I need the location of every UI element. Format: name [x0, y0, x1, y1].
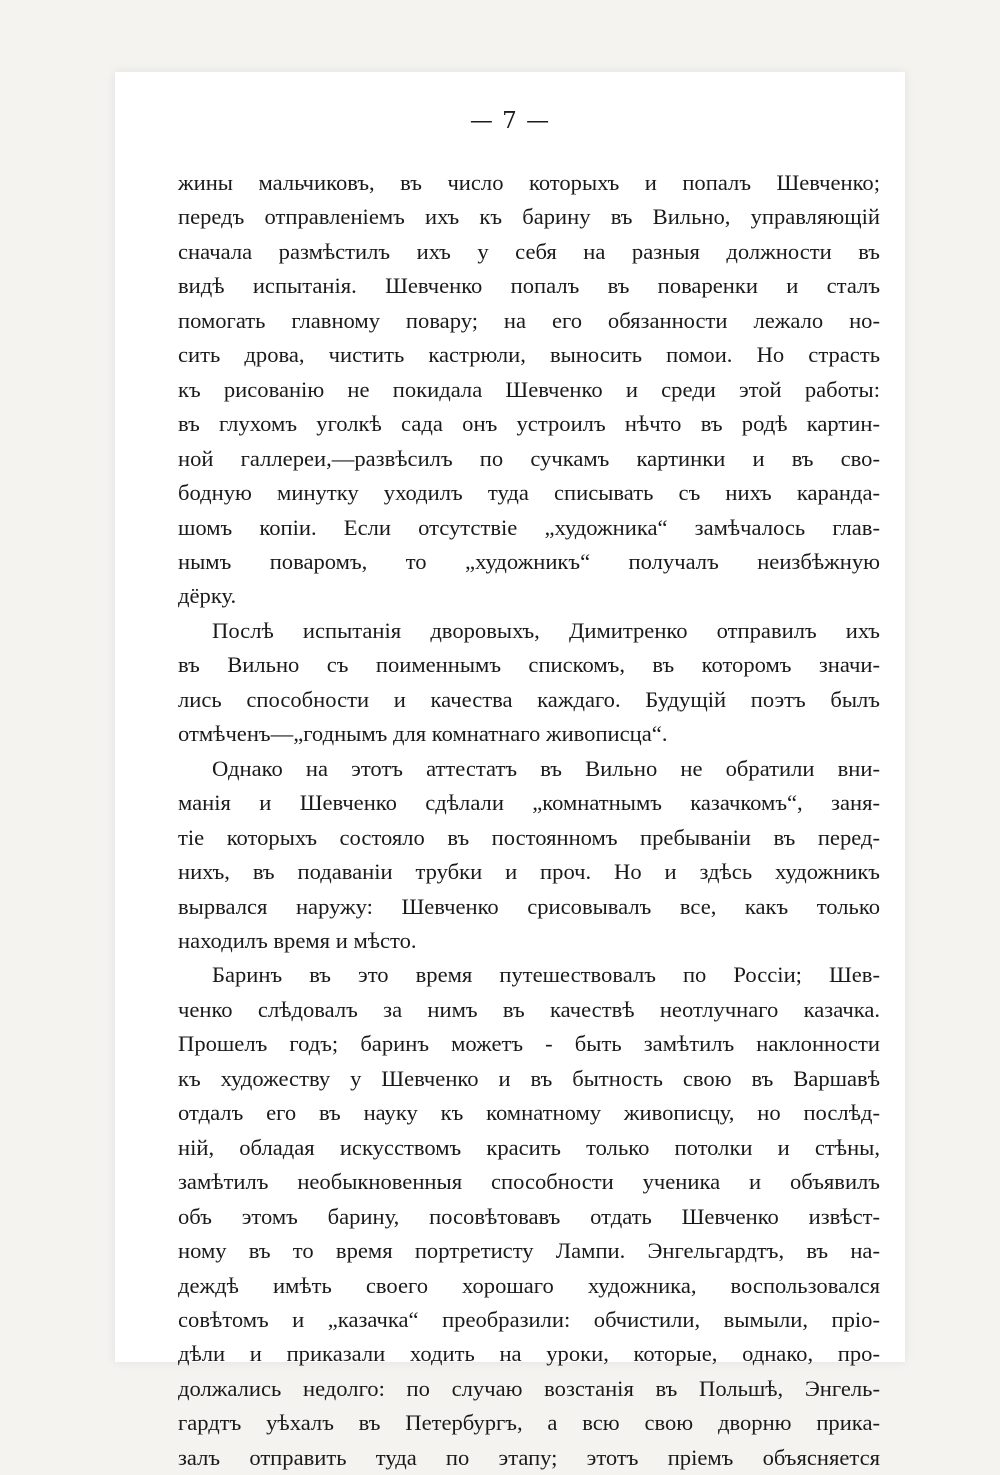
- text-line: дёрку.: [178, 583, 237, 609]
- text-line: объ этомъ барину, посовѣтовавъ отдать Шевченко извѣст-: [178, 1203, 880, 1229]
- text-line: дѣли и приказали ходить на уроки, которые, однако, про-: [178, 1341, 880, 1367]
- text-line: нихъ, въ подаваніи трубки и проч. Но и здѣсь художникъ: [178, 859, 880, 885]
- text-line: вырвался наружу: Шевченко срисовывалъ все, какъ только: [178, 893, 880, 919]
- text-line: деждѣ имѣть своего хорошаго художника, воспользовался: [178, 1272, 880, 1298]
- text-line: въ Вильно съ поименнымъ спискомъ, въ которомъ значи-: [178, 652, 880, 678]
- text-line: совѣтомъ и „казачка“ преобразили: обчистили, вымыли, пріо-: [178, 1306, 880, 1332]
- text-line: шомъ копіи. Если отсутствіе „художника“ замѣчалось глав-: [178, 514, 880, 540]
- text-line: ному въ то время портретисту Лампи. Энгельгардтъ, въ на-: [178, 1238, 880, 1264]
- text-line: гардтъ уѣхалъ въ Петербургъ, а всю свою дворню прика-: [178, 1410, 880, 1436]
- text-line: Однако на этотъ аттестатъ въ Вильно не обратили вни-: [212, 755, 880, 781]
- paragraph-1: [178, 166, 880, 614]
- text-line: къ художеству у Шевченко и въ бытность свою въ Варшавѣ: [178, 1065, 880, 1091]
- text-line: къ рисованію не покидала Шевченко и среди этой работы:: [178, 376, 880, 402]
- paragraph-3: [178, 752, 880, 959]
- text-line: отмѣченъ—„годнымъ для комнатнаго живописца“.: [178, 721, 668, 747]
- text-line: сначала размѣстилъ ихъ у себя на разныя должности въ: [178, 238, 880, 264]
- text-line: должались недолго: по случаю возстанія въ Польшѣ, Энгель-: [178, 1375, 880, 1401]
- text-line: нымъ поваромъ, то „художникъ“ получалъ неизбѣжную: [178, 548, 880, 574]
- text-line: отдалъ его въ науку къ комнатному живописцу, но послѣд-: [178, 1100, 880, 1126]
- text-line: Баринъ въ это время путешествовалъ по Россіи; Шев-: [212, 962, 880, 988]
- text-line: тіе которыхъ состояло въ постоянномъ пребываніи въ перед-: [178, 824, 880, 850]
- page-number: — 7 —: [469, 108, 551, 134]
- book-page: [115, 72, 905, 1470]
- text-line: помогать главному повару; на его обязанности лежало но-: [178, 307, 880, 333]
- text-line: ной галлереи,—развѣсилъ по сучкамъ картинки и въ сво-: [178, 445, 880, 471]
- text-line: Послѣ испытанія дворовыхъ, Димитренко отправилъ ихъ: [212, 617, 880, 643]
- text-line: жины мальчиковъ, въ число которыхъ и попалъ Шевченко;: [178, 170, 880, 195]
- text-line: передъ отправленіемъ ихъ къ барину въ Вильно, управляющій: [178, 204, 880, 230]
- text-line: ченко слѣдовалъ за нимъ въ качествѣ неотлучнаго казачка.: [178, 996, 880, 1022]
- text-line: манія и Шевченко сдѣлали „комнатнымъ казачкомъ“, заня-: [178, 790, 880, 816]
- text-line: ній, обладая искусствомъ красить только потолки и стѣны,: [178, 1134, 880, 1160]
- text-line: бодную минутку уходилъ туда списывать съ нихъ каранда-: [178, 480, 880, 506]
- text-line: замѣтилъ необыкновенныя способности ученика и объявилъ: [178, 1169, 880, 1195]
- text-line: находилъ время и мѣсто.: [178, 927, 417, 953]
- text-line: залъ отправить туда по этапу; этотъ пріемъ объясняется: [178, 1444, 880, 1470]
- text-line: Прошелъ годъ; баринъ можетъ - быть замѣтилъ наклонности: [178, 1031, 880, 1057]
- paragraph-2: [178, 614, 880, 752]
- body-text: [178, 166, 880, 1475]
- paragraph-4: [178, 958, 880, 1475]
- text-line: сить дрова, чистить кастрюли, выносить помои. Но страсть: [178, 342, 880, 368]
- text-line: видѣ испытанія. Шевченко попалъ въ поваренки и сталъ: [178, 273, 880, 299]
- text-line: лись способности и качества каждаго. Будущій поэтъ былъ: [178, 686, 880, 712]
- text-line: въ глухомъ уголкѣ сада онъ устроилъ нѣчто въ родѣ картин-: [178, 411, 880, 437]
